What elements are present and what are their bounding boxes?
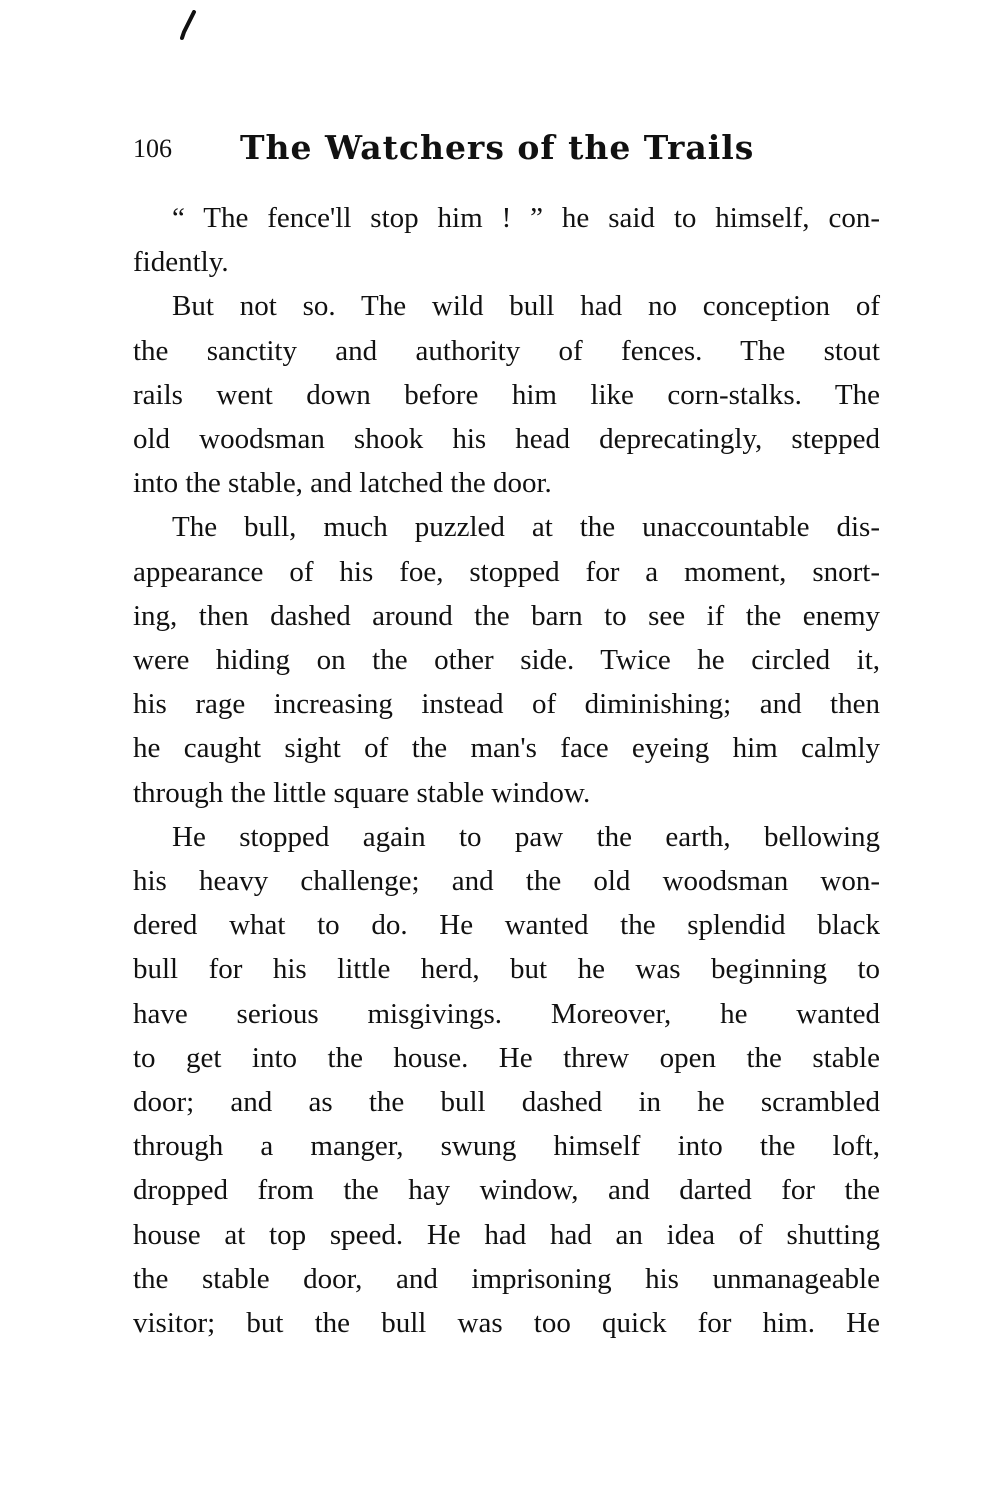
text-line: into the stable, and latched the door. <box>133 467 552 500</box>
text-line: But not so. The wild bull had no conception of <box>172 290 880 323</box>
text-line: the sanctity and authority of fences. The stout <box>133 334 880 367</box>
text-line: dropped from the hay window, and darted for the <box>133 1174 880 1207</box>
text-line: The bull, much puzzled at the unaccountable dis- <box>172 511 880 544</box>
running-title: The Watchers of the Trails <box>240 128 755 167</box>
text-line: his rage increasing instead of diminishing; and then <box>133 688 880 721</box>
text-line: his heavy challenge; and the old woodsman won- <box>133 865 880 897</box>
text-line: the stable door, and imprisoning his unmanageable <box>133 1262 880 1295</box>
text-line: old woodsman shook his head deprecatingly, stepped <box>133 423 880 455</box>
text-line: he caught sight of the man's face eyeing him calmly <box>133 732 880 765</box>
text-line: rails went down before him like corn-stalks. The <box>133 378 880 411</box>
text-line: through a manger, swung himself into the loft, <box>133 1130 880 1163</box>
ink-mark <box>176 10 200 42</box>
text-line: appearance of his foe, stopped for a moment, snort- <box>133 555 880 588</box>
text-line: dered what to do. He wanted the splendid black <box>133 909 880 942</box>
text-line: have serious misgivings. Moreover, he wanted <box>133 997 880 1030</box>
text-line: through the little square stable window. <box>133 776 591 809</box>
text-line: to get into the house. He threw open the stable <box>133 1041 880 1074</box>
text-line: house at top speed. He had had an idea of shutting <box>133 1218 880 1251</box>
text-line: He stopped again to paw the earth, bellowing <box>172 820 880 853</box>
text-line: ing, then dashed around the barn to see if the enemy <box>133 599 880 632</box>
text-line: visitor; but the bull was too quick for him. He <box>133 1307 880 1339</box>
text-line: bull for his little herd, but he was beginning to <box>133 953 880 986</box>
text-line: were hiding on the other side. Twice he circled it, <box>133 644 880 676</box>
text-line: “ The fence'll stop him ! ” he said to himself, con- <box>172 202 880 234</box>
page-number: 106 <box>133 134 172 163</box>
text-line: door; and as the bull dashed in he scrambled <box>133 1086 880 1118</box>
text-line: fidently. <box>133 246 229 279</box>
